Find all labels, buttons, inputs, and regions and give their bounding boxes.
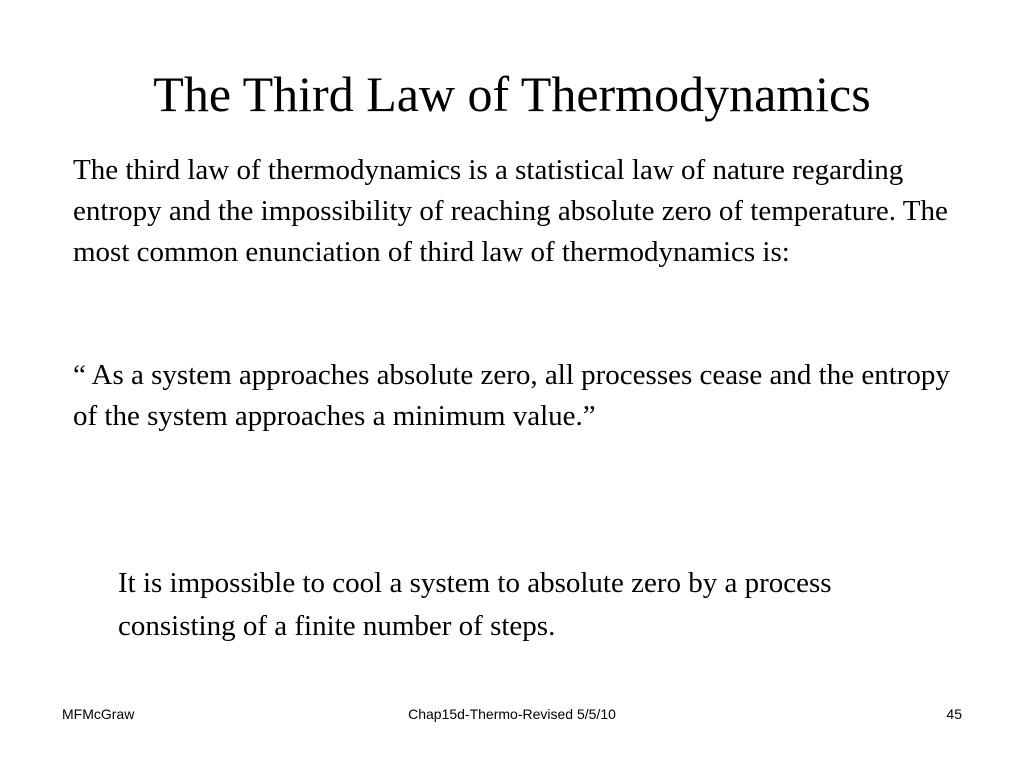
intro-paragraph: The third law of thermodynamics is a statistical law of nature regarding entropy and the impossibility of reaching absolute zero of temperature. The most common enunciation of third law of thermodynamics is: [73, 154, 948, 268]
footer-document-label: Chap15d-Thermo-Revised 5/5/10 [408, 706, 616, 722]
statement-paragraph: It is impossible to cool a system to absolute zero by a process consisting of a finite number of steps. [118, 567, 832, 642]
quote-paragraph: “ As a system approaches absolute zero, all processes cease and the entropy of the system approaches a minimum value.” [73, 359, 950, 432]
footer-page-number: 45 [946, 706, 962, 722]
footer-author: MFMcGraw [62, 706, 135, 722]
slide-title: The Third Law of Thermodynamics [153, 66, 871, 122]
